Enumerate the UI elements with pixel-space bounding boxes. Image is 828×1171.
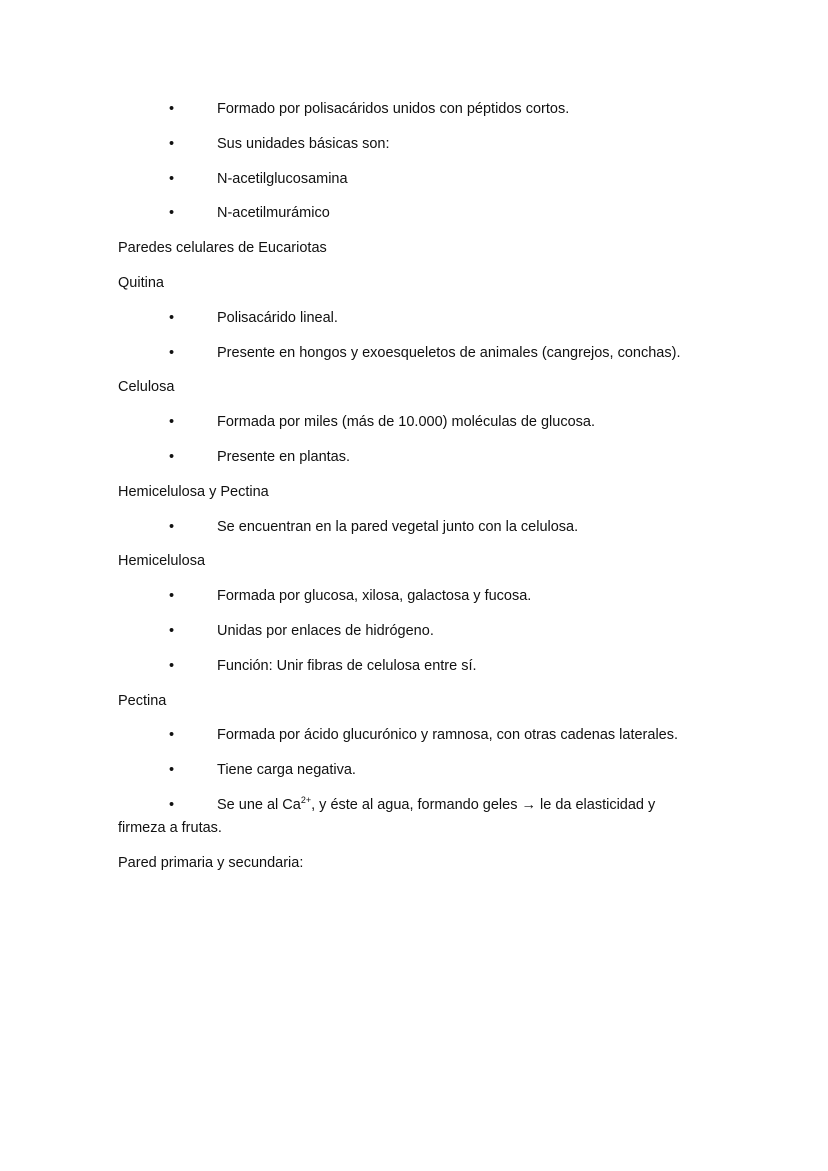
- line-text: Formada por glucosa, xilosa, galactosa y fucosa.: [217, 588, 532, 605]
- bullet-icon: •: [169, 796, 175, 813]
- line-text: Hemicelulosa: [118, 553, 206, 570]
- line-text: N-acetilmurámico: [217, 205, 330, 222]
- line-text: Sus unidades básicas son:: [217, 135, 390, 152]
- line-text: N-acetilglucosamina: [217, 170, 348, 187]
- bullet-item: [118, 614, 738, 649]
- bullet-item: [118, 336, 738, 371]
- bullet-icon: •: [169, 622, 175, 639]
- section-heading: [118, 266, 738, 301]
- bullet-item: [118, 196, 738, 231]
- bullet-icon: •: [169, 205, 175, 222]
- line-text: Pectina: [118, 692, 167, 709]
- bullet-item: [118, 510, 738, 545]
- line-text: Presente en hongos y exoesqueletos de animales (cangrejos, conchas).: [217, 344, 681, 361]
- line-text: Quitina: [118, 274, 164, 291]
- line-text: Formada por ácido glucurónico y ramnosa, con otras cadenas laterales.: [217, 727, 679, 744]
- line-text: Formada por miles (más de 10.000) moléculas de glucosa.: [217, 414, 595, 431]
- line-text: Polisacárido lineal.: [217, 309, 338, 326]
- bullet-icon: •: [169, 101, 175, 117]
- section-heading: [118, 684, 738, 719]
- line-text: Función: Unir fibras de celulosa entre sí.: [217, 657, 477, 674]
- bullet-item: [118, 718, 738, 753]
- bullet-item: [118, 162, 738, 197]
- section-heading: [118, 370, 738, 405]
- bullet-icon: •: [169, 518, 175, 535]
- line-text: Unidas por enlaces de hidrógeno.: [217, 622, 434, 639]
- section-heading: [118, 544, 738, 579]
- bullet-icon: •: [169, 170, 175, 187]
- bullet-icon: •: [169, 657, 175, 674]
- section-heading: Pared primaria y secundaria:: [118, 854, 304, 871]
- bullet-item: [118, 301, 738, 336]
- bullet-item: [118, 127, 738, 162]
- line-text: Paredes celulares de Eucariotas: [118, 240, 327, 257]
- line-text: Hemicelulosa y Pectina: [118, 483, 269, 500]
- bullet-icon: •: [169, 344, 175, 361]
- bullet-icon: •: [169, 414, 175, 431]
- content-lines: [118, 92, 738, 788]
- bullet-item: [118, 579, 738, 614]
- line-text: Formado por polisacáridos unidos con péptidos cortos.: [217, 101, 570, 117]
- bullet-item: [118, 92, 738, 127]
- bullet-icon: •: [169, 309, 175, 326]
- bullet-icon: •: [169, 588, 175, 605]
- bullet-item: [118, 405, 738, 440]
- section-heading: [118, 475, 738, 510]
- bullet-item: [118, 440, 738, 475]
- line-text: Celulosa: [118, 379, 175, 396]
- line-text: Tiene carga negativa.: [217, 762, 356, 779]
- document-body: [118, 92, 738, 881]
- line-text: Presente en plantas.: [217, 448, 351, 465]
- section-heading: [118, 231, 738, 266]
- line-text: Se encuentran en la pared vegetal junto con la celulosa.: [217, 518, 579, 535]
- bullet-icon: •: [169, 762, 175, 779]
- bullet-icon: •: [169, 448, 175, 465]
- bullet-icon: •: [169, 727, 175, 744]
- bullet-item: [118, 649, 738, 684]
- bullet-item: • Se une al $Ca^{2+}$, y éste al agua, formando geles → le da elasticidad y firmeza a frutas.: [118, 795, 656, 836]
- bullet-item: [118, 753, 738, 788]
- bullet-icon: •: [169, 135, 175, 152]
